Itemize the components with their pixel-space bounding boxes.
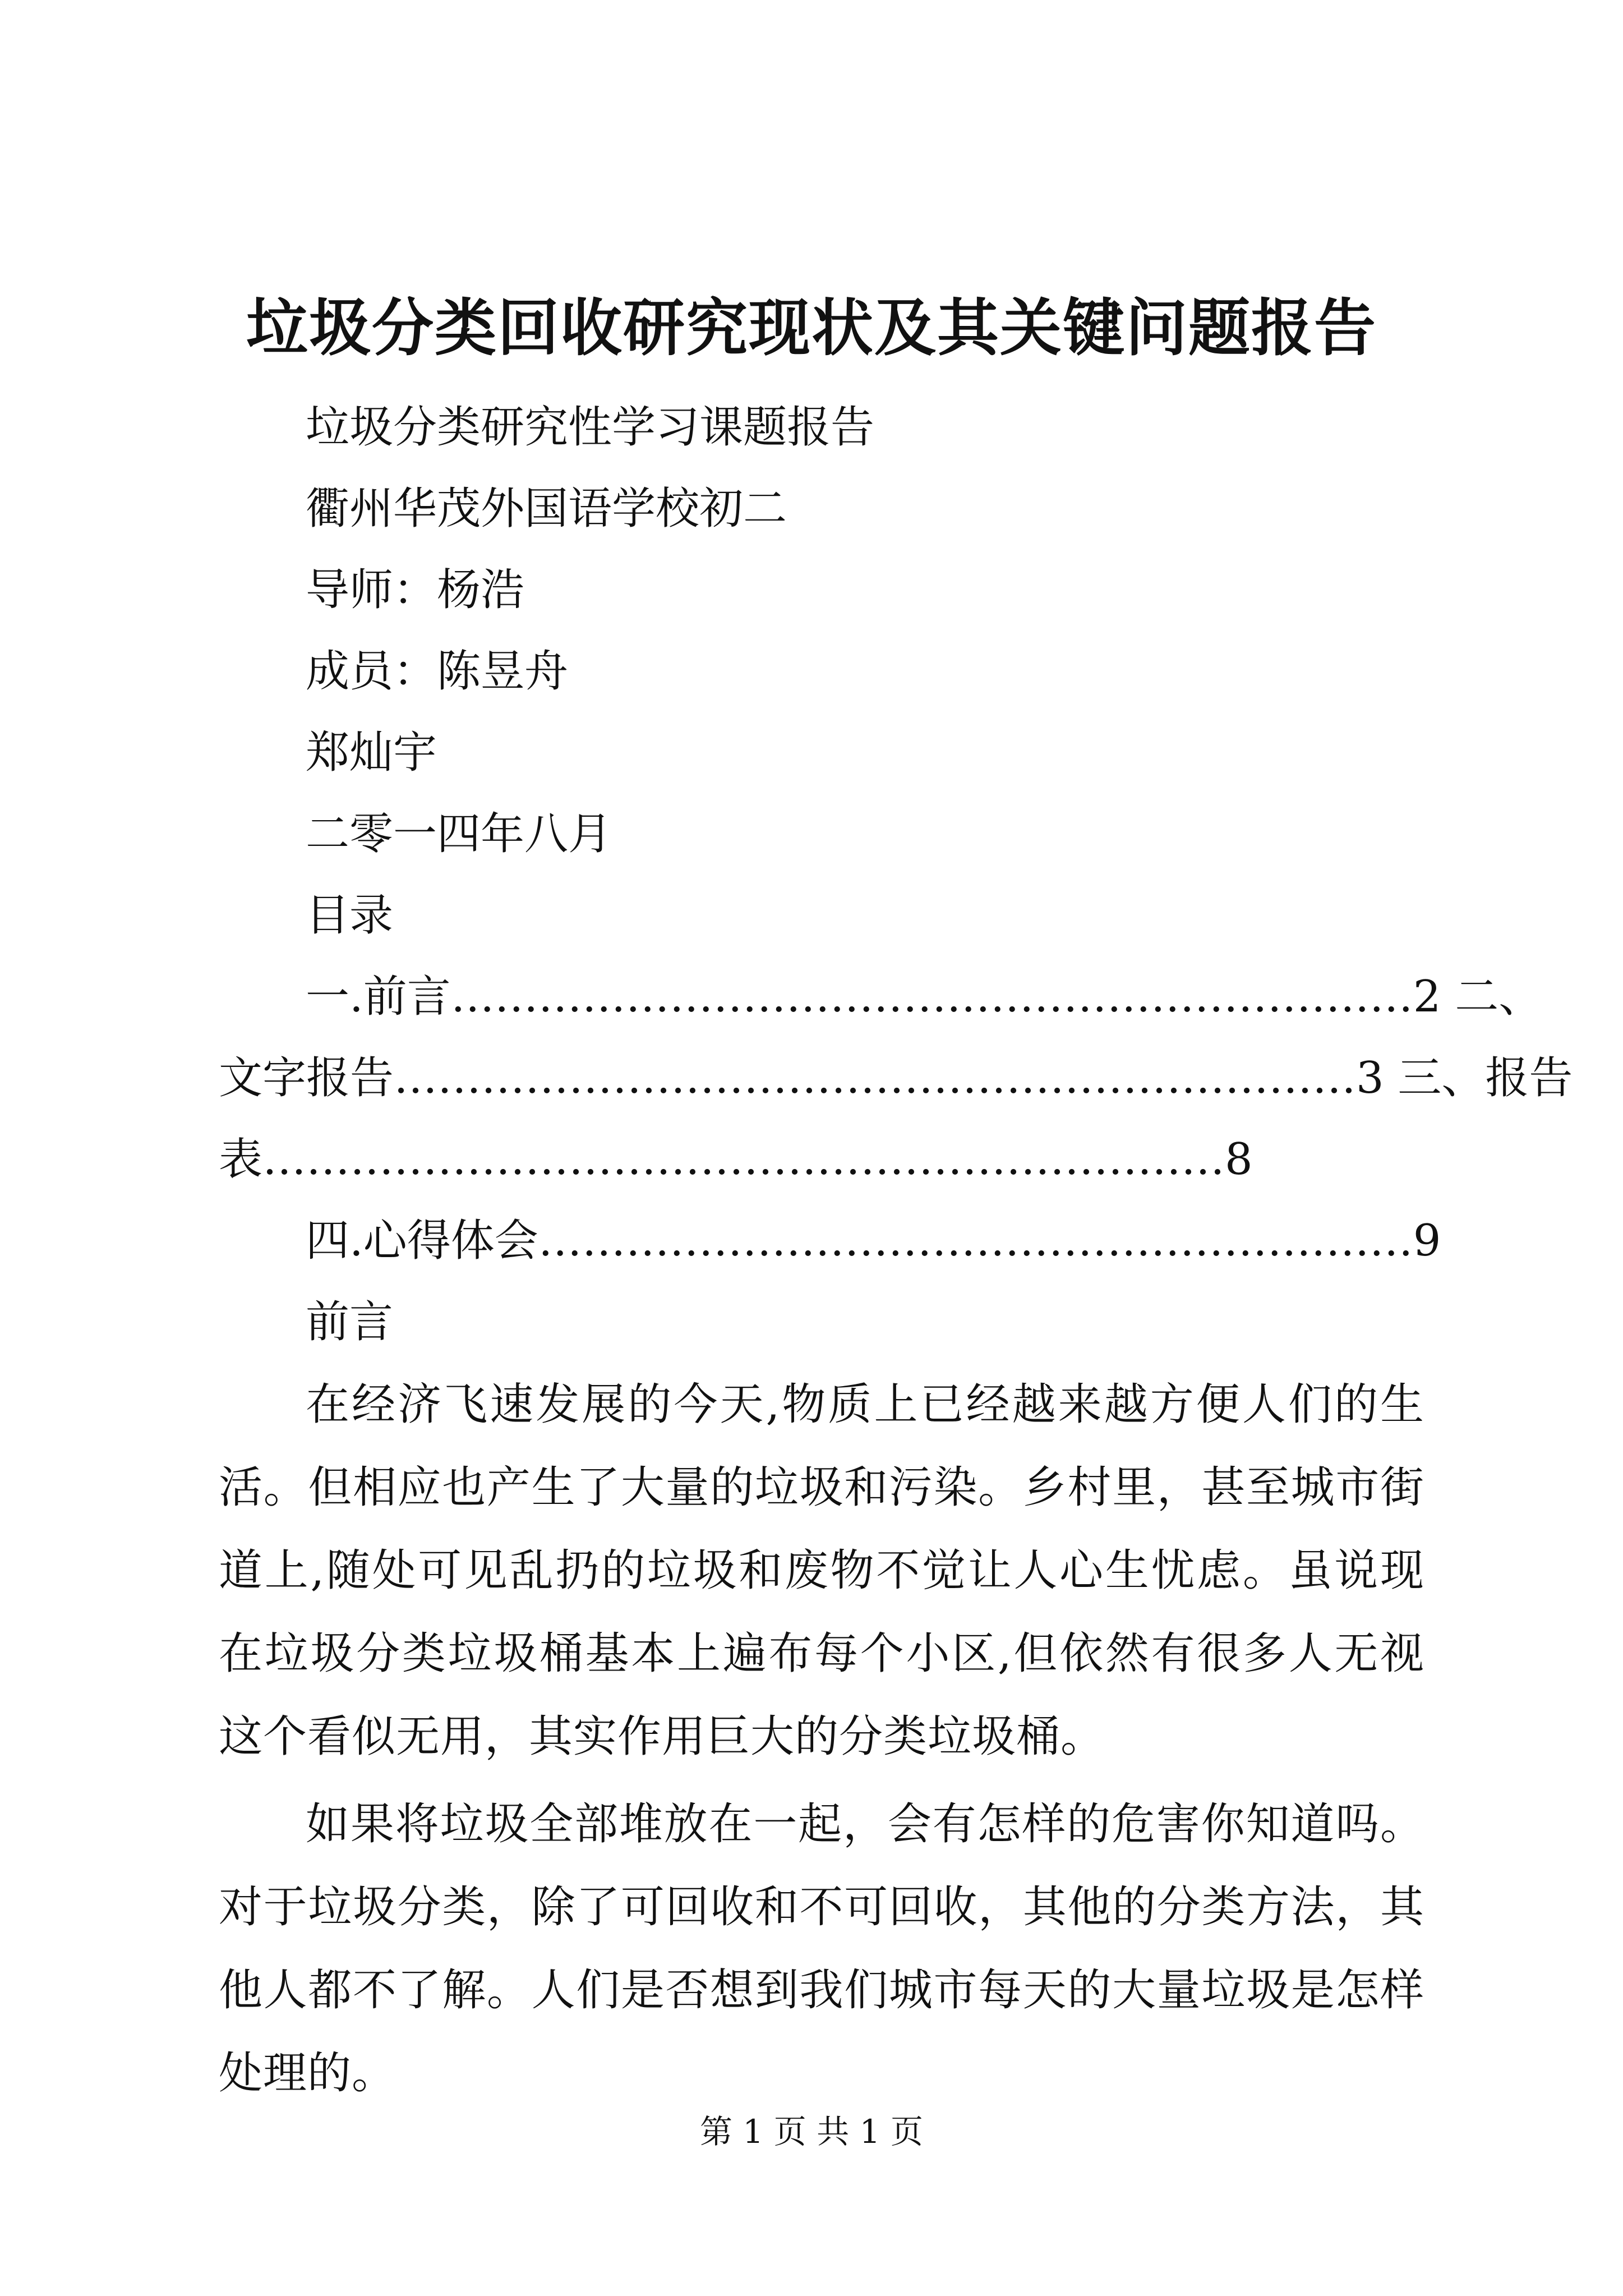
- report-date: 二零一四年八月: [306, 809, 612, 859]
- paragraph: 如果将垃圾全部堆放在一起，会有怎样的危害你知道吗。对于垃圾分类，除了可回收和不可回收，其他的分类方法，其他人都不了解。人们是否想到我们城市每天的大量垃圾是怎样处理的。: [219, 1799, 1424, 2099]
- page-footer: 第 1 页 共 1 页: [700, 2113, 923, 2151]
- school-name: 衢州华茂外国语学校初二: [306, 484, 787, 534]
- toc-line: 一.前言…………………………………………………………2 二、: [306, 972, 1543, 1022]
- document-body: [219, 387, 1573, 2115]
- toc-line: 表…………………………………………………………8: [219, 1134, 1253, 1185]
- toc-heading: 目录: [306, 890, 394, 941]
- document-title: 垃圾分类回收研究现状及其关键问题报告: [246, 292, 1377, 364]
- toc-line: 文字报告…………………………………………………………3 三、报告: [219, 1053, 1573, 1103]
- toc-line: 四.心得体会……………………………………………………9: [306, 1216, 1441, 1266]
- member-2: 郑灿宇: [306, 728, 437, 778]
- report-type: 垃圾分类研究性学习课题报告: [306, 402, 875, 453]
- advisor: 导师：杨浩: [306, 565, 525, 615]
- paragraph: 在经济飞速发展的今天,物质上已经越来越方便人们的生活。但相应也产生了大量的垃圾和污染。乡村里，甚至城市街道上,随处可见乱扔的垃圾和废物不觉让人心生忧虑。虽说现在垃圾分类垃圾桶基本上遍布每个小区,但依然有很多人无视这个看似无用，其实作用巨大的分类垃圾桶。: [219, 1379, 1424, 1762]
- section-heading: 前言: [306, 1297, 394, 1347]
- member-1: 成员：陈昱舟: [306, 646, 569, 697]
